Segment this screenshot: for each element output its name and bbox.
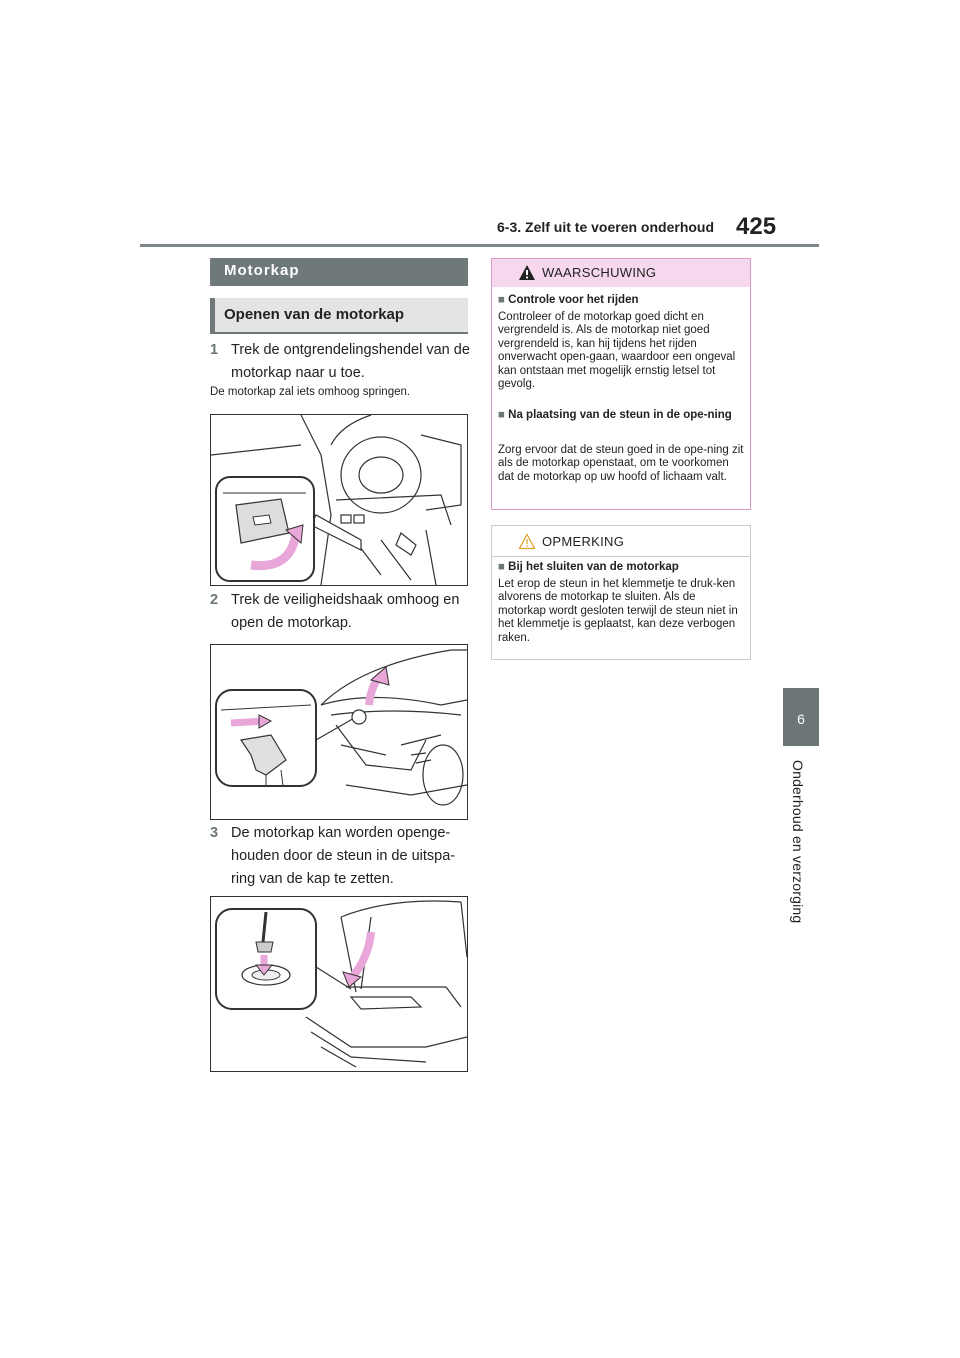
warning-item-body: Zorg ervoor dat de steun goed in de ope-ning zit als de motorkap openstaat, om te voorkomen dat de motorkap op uw hoofd of lichaam valt. (498, 444, 744, 483)
subsection-title-bar (210, 298, 468, 334)
illustration-safety-catch (210, 644, 468, 820)
step-number: 2 (210, 592, 219, 608)
warning-box (491, 258, 751, 510)
warning-item-body: Controleer of de motorkap goed dicht en vergrendeld is. Als de motorkap niet goed vergrendeld is, kan hij tijdens het rijden onverwacht open-gaan, waardoor een ongeval kan ontstaan met mogelijk ernstig letsel tot gevolg. (498, 311, 736, 391)
note-item-body: Let erop de steun in het klemmetje te druk-ken alvorens de motorkap te sluiten. Als de motorkap wordt gesloten terwijl de steun niet in het klemmetje is geplaatst, kan deze verbogen raken. (498, 578, 738, 644)
square-bullet-icon: ■ (498, 409, 505, 421)
step-text: Trek de ontgrendelingshendel van de motorkap naar u toe. (231, 342, 470, 381)
step-3 (210, 822, 476, 891)
step-1-note: De motorkap zal iets omhoog springen. (210, 386, 411, 398)
step-text: De motorkap kan worden openge-houden door de steun in de uitspa-ring van de kap te zetten. (231, 825, 456, 887)
page-number: 425 (736, 213, 777, 240)
note-item-heading: ■ Bij het sluiten van de motorkap (498, 561, 679, 573)
step-2 (210, 589, 476, 635)
step-text: Trek de veiligheidshaak omhoog en open de motorkap. (231, 592, 460, 631)
chapter-number: 6 (797, 711, 805, 727)
warning-icon (518, 264, 536, 281)
chapter-tab (783, 688, 819, 746)
step-number: 3 (210, 825, 219, 841)
illustration-support-rod (210, 896, 468, 1072)
section-title: Motorkap (224, 262, 300, 279)
note-header (492, 526, 750, 557)
warning-item-heading: ■ Controle voor het rijden (498, 294, 639, 306)
warning-header (492, 259, 750, 287)
note-title: OPMERKING (542, 534, 625, 549)
warning-item-heading: ■ Na plaatsing van de steun in de ope-ning (498, 409, 732, 421)
square-bullet-icon: ■ (498, 294, 505, 306)
section-header: 6-3. Zelf uit te voeren onderhoud (497, 219, 715, 235)
step-number: 1 (210, 342, 219, 358)
subsection-title: Openen van de motorkap (224, 306, 405, 323)
step-1 (210, 339, 476, 385)
caution-icon (518, 533, 536, 550)
chapter-label: Onderhoud en verzorging (790, 760, 806, 924)
section-title-bar (210, 258, 468, 286)
header-rule (140, 244, 819, 247)
square-bullet-icon: ■ (498, 561, 505, 573)
note-box (491, 525, 751, 660)
illustration-release-lever (210, 414, 468, 586)
warning-title: WAARSCHUWING (542, 265, 657, 280)
